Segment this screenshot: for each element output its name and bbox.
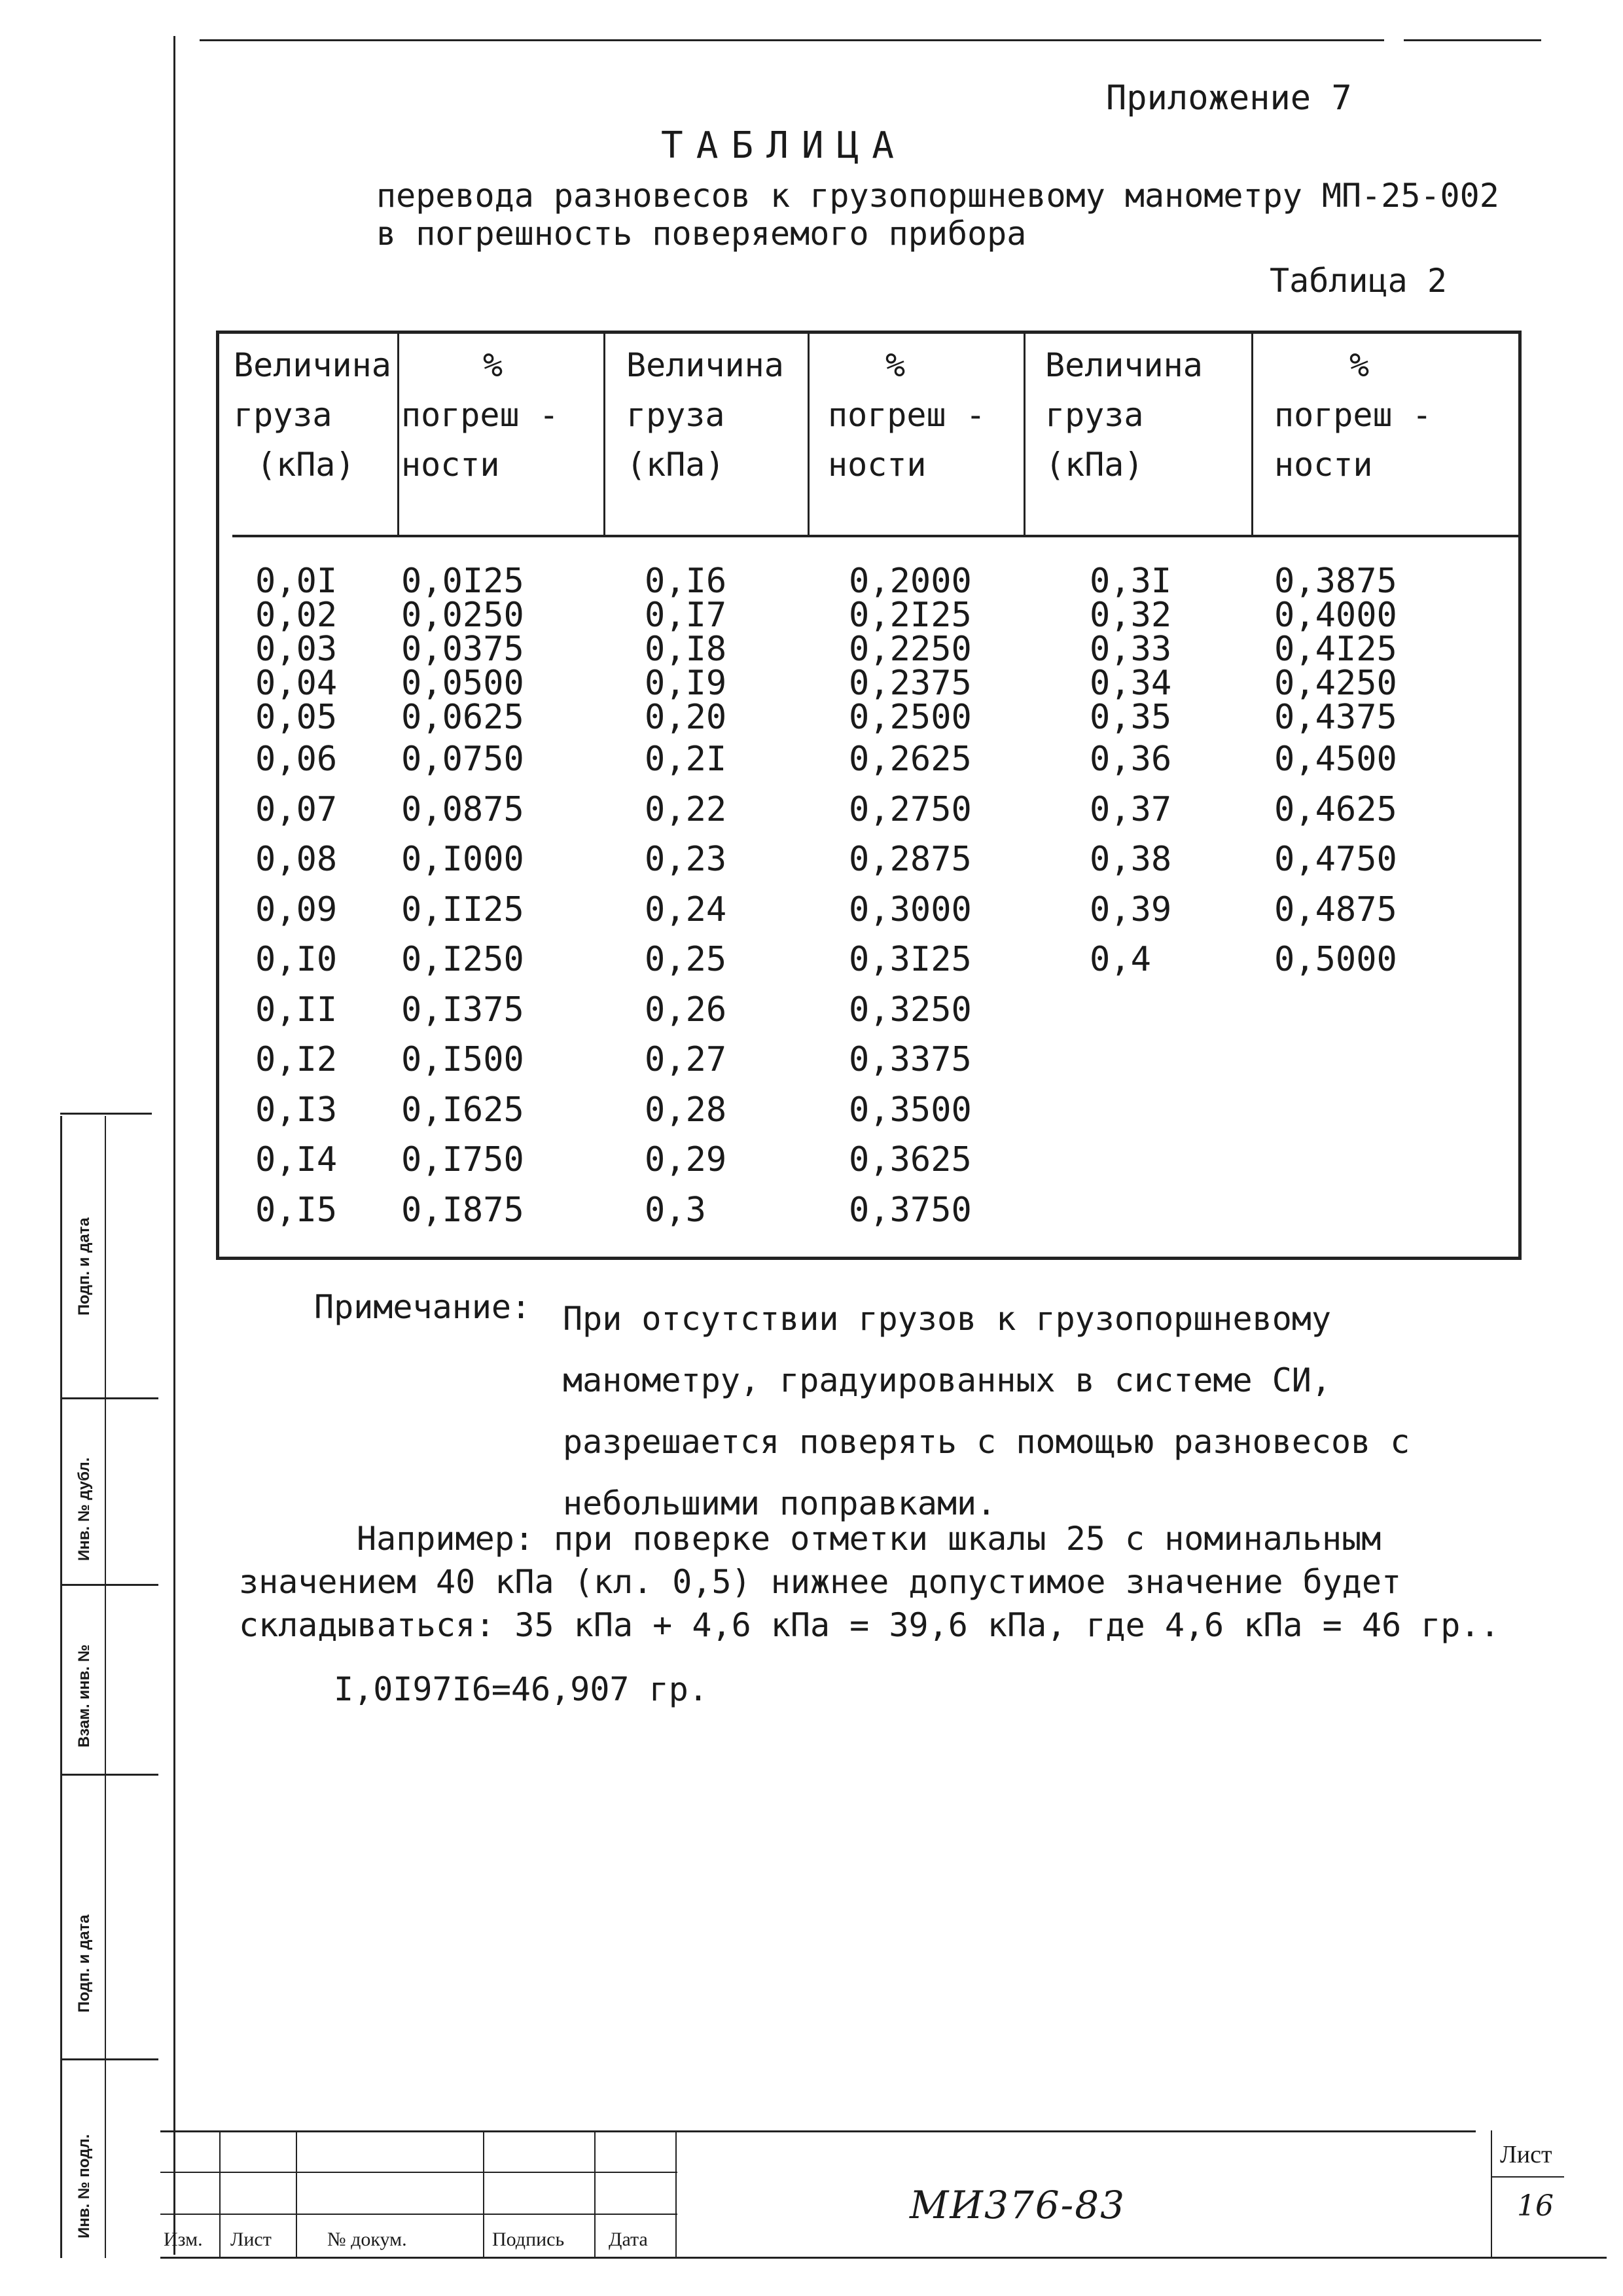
table-cell: 0,I6 — [645, 562, 727, 601]
title-block-top-rule — [160, 2130, 1476, 2132]
stamp-rule — [60, 2058, 158, 2060]
top-rule — [200, 39, 1384, 41]
top-rule-right — [1404, 39, 1541, 41]
title-block-col-rule — [483, 2130, 484, 2258]
table-cell: 0,2625 — [849, 740, 972, 779]
stamp-label-orig-inv: Инв. № подл. — [75, 2134, 93, 2238]
table-cell: 0,I375 — [401, 990, 524, 1030]
table-cell: 0,32 — [1090, 596, 1172, 635]
table-cell: 0,I500 — [401, 1040, 524, 1079]
table-cell: 0,4 — [1090, 940, 1151, 979]
title-block-label-change: Изм. — [164, 2229, 203, 2250]
table-cell: 0,3375 — [849, 1040, 972, 1079]
table-cell: 0,06 — [255, 740, 338, 779]
table-cell: 0,28 — [645, 1090, 727, 1130]
table-cell: 0,4000 — [1274, 596, 1397, 635]
table-cell: 0,3750 — [849, 1190, 972, 1230]
title-block-col-rule — [675, 2130, 677, 2258]
stamp-label-sign-date-1: Подп. и дата — [75, 1217, 93, 1316]
table-cell: 0,0I25 — [401, 562, 524, 601]
table-cell: 0,0I — [255, 562, 338, 601]
table-cell: 0,34 — [1090, 664, 1172, 703]
page-title: ТАБЛИЦА — [661, 124, 908, 167]
table-cell: 0,3875 — [1274, 562, 1397, 601]
table-cell: 0,I625 — [401, 1090, 524, 1130]
table-cell: 0,0250 — [401, 596, 524, 635]
table-cell: 0,3I25 — [849, 940, 972, 979]
table-cell: 0,24 — [645, 889, 727, 929]
table-cell: 0,5000 — [1274, 940, 1397, 979]
title-block-sheet-rule — [1492, 2176, 1564, 2178]
table-cell: 0,03 — [255, 630, 338, 669]
title-block-label-sheet: Лист — [230, 2229, 272, 2250]
table-cell: 0,07 — [255, 789, 338, 829]
note-label: Примечание: — [314, 1288, 531, 1326]
table-cell: 0,2000 — [849, 562, 972, 601]
table-cell: 0,33 — [1090, 630, 1172, 669]
page-subtitle — [376, 177, 1499, 253]
column-load-2 — [645, 564, 726, 1235]
stamp-label-replace-inv: Взам. инв. № — [75, 1644, 93, 1748]
table-cell: 0,3250 — [849, 990, 972, 1030]
table-cell: 0,0500 — [401, 664, 524, 703]
table-cell: 0,4875 — [1274, 889, 1397, 929]
table-cell: 0,26 — [645, 990, 727, 1030]
title-block-label-date: Дата — [609, 2229, 648, 2250]
column-error-2 — [849, 564, 972, 1235]
table-cell: 0,I000 — [401, 840, 524, 879]
stamp-rule — [60, 1113, 152, 1115]
header-load-2: Величина груза (кПа) — [626, 346, 784, 484]
table-header-rule — [232, 535, 1522, 537]
column-load-1 — [255, 564, 337, 1235]
left-margin-rule — [173, 36, 175, 2255]
document-code: МИ376-83 — [910, 2183, 1126, 2227]
example-formula: I,0I97I6=46,907 гр. — [334, 1670, 708, 1708]
table-cell: 0,0875 — [401, 789, 524, 829]
stamp-label-dup-inv: Инв. № дубл. — [75, 1457, 93, 1561]
table-cell: 0,4750 — [1274, 840, 1397, 879]
header-error-1: % погреш - ности — [401, 346, 559, 484]
note-text: При отсутствии грузов к грузопоршневому манометру, градуированных в системе СИ, разрешается поверять с помощью разновесов с небольшими поправками. — [563, 1300, 1410, 1522]
table-cell: 0,2875 — [849, 840, 972, 879]
table-cell: 0,I7 — [645, 596, 727, 635]
sheet-number: 16 — [1517, 2189, 1554, 2223]
table-cell: 0,II25 — [401, 889, 524, 929]
column-error-3 — [1274, 564, 1397, 985]
table-cell: 0,3 — [645, 1190, 706, 1230]
table-cell: 0,I9 — [645, 664, 727, 703]
table-cell: 0,I250 — [401, 940, 524, 979]
table-cell: 0,I750 — [401, 1140, 524, 1179]
table-cell: 0,2500 — [849, 698, 972, 737]
title-block-col-rule — [1491, 2130, 1492, 2258]
table-cell: 0,I0 — [255, 940, 338, 979]
header-load-1: Величина груза (кПа) — [234, 346, 391, 484]
table-cell: 0,36 — [1090, 740, 1172, 779]
table-cell: 0,08 — [255, 840, 338, 879]
table-cell: 0,37 — [1090, 789, 1172, 829]
table-cell: 0,I5 — [255, 1190, 338, 1230]
stamp-rule — [60, 1774, 158, 1776]
table-cell: 0,23 — [645, 840, 727, 879]
table-cell: 0,II — [255, 990, 338, 1030]
table-cell: 0,I2 — [255, 1040, 338, 1079]
table-cell: 0,39 — [1090, 889, 1172, 929]
table-cell: 0,2750 — [849, 789, 972, 829]
title-block-col-rule — [594, 2130, 596, 2258]
table-col-divider — [397, 334, 399, 537]
table-cell: 0,2375 — [849, 664, 972, 703]
table-cell: 0,27 — [645, 1040, 727, 1079]
table-cell: 0,0750 — [401, 740, 524, 779]
header-error-2: % погреш - ности — [828, 346, 986, 484]
table-cell: 0,2I25 — [849, 596, 972, 635]
table-cell: 0,0375 — [401, 630, 524, 669]
table-cell: 0,09 — [255, 889, 338, 929]
title-block-col-rule — [296, 2130, 297, 2258]
table-cell: 0,02 — [255, 596, 338, 635]
stamp-rule — [60, 1397, 158, 1399]
table-cell: 0,4375 — [1274, 698, 1397, 737]
title-block-bottom-rule — [160, 2257, 1607, 2259]
title-block-col-rule — [219, 2130, 221, 2258]
title-block-row-rule — [160, 2214, 677, 2215]
example-text: Например: при поверке отметки шкалы 25 с номинальным значением 40 кПа (кл. 0,5) нижнее допустимое значение будет складываться: 35 кПа + 4,6 кПа = 39,6 кПа, где 4,6 кПа = 46 гр.. — [239, 1520, 1500, 1644]
table-cell: 0,I8 — [645, 630, 727, 669]
table-cell: 0,22 — [645, 789, 727, 829]
appendix-label: Приложение 7 — [1106, 79, 1352, 118]
table-col-divider — [808, 334, 810, 537]
table-col-divider — [1251, 334, 1253, 537]
table-cell: 0,0625 — [401, 698, 524, 737]
column-load-3 — [1090, 564, 1171, 985]
sheet-label: Лист — [1500, 2141, 1552, 2168]
table-cell: 0,I875 — [401, 1190, 524, 1230]
title-block-label-signature: Подпись — [492, 2229, 565, 2250]
table-cell: 0,2I — [645, 740, 727, 779]
stamp-inner-rule — [105, 1116, 106, 2258]
table-cell: 0,3000 — [849, 889, 972, 929]
title-block-row-rule — [160, 2172, 677, 2173]
table-cell: 0,35 — [1090, 698, 1172, 737]
table-cell: 0,20 — [645, 698, 727, 737]
table-cell: 0,3I — [1090, 562, 1172, 601]
table-cell: 0,04 — [255, 664, 338, 703]
table-cell: 0,29 — [645, 1140, 727, 1179]
table-cell: 0,25 — [645, 940, 727, 979]
table-col-divider — [1024, 334, 1026, 537]
table-cell: 0,3500 — [849, 1090, 972, 1130]
header-error-3: % погреш - ности — [1274, 346, 1432, 484]
table-col-divider — [603, 334, 605, 537]
table-label: Таблица 2 — [1270, 262, 1447, 300]
table-cell: 0,I3 — [255, 1090, 338, 1130]
stamp-left-rule — [60, 1116, 62, 2258]
table-cell: 0,4625 — [1274, 789, 1397, 829]
stamp-label-sign-date-2: Подп. и дата — [75, 1914, 93, 2013]
stamp-rule — [60, 1584, 158, 1586]
subtitle-line-1: перевода разновесов к грузопоршневому манометру МП-25-002 — [376, 177, 1499, 215]
conversion-table — [216, 331, 1522, 1260]
table-cell: 0,3625 — [849, 1140, 972, 1179]
table-cell: 0,4250 — [1274, 664, 1397, 703]
table-cell: 0,2250 — [849, 630, 972, 669]
table-cell: 0,4I25 — [1274, 630, 1397, 669]
title-block-label-doc-no: № докум. — [327, 2229, 407, 2250]
table-cell: 0,38 — [1090, 840, 1172, 879]
table-cell: 0,I4 — [255, 1140, 338, 1179]
subtitle-line-2: в погрешность поверяемого прибора — [376, 215, 1027, 253]
header-load-3: Величина груза (кПа) — [1045, 346, 1203, 484]
table-cell: 0,05 — [255, 698, 338, 737]
column-error-1 — [401, 564, 524, 1235]
table-cell: 0,4500 — [1274, 740, 1397, 779]
